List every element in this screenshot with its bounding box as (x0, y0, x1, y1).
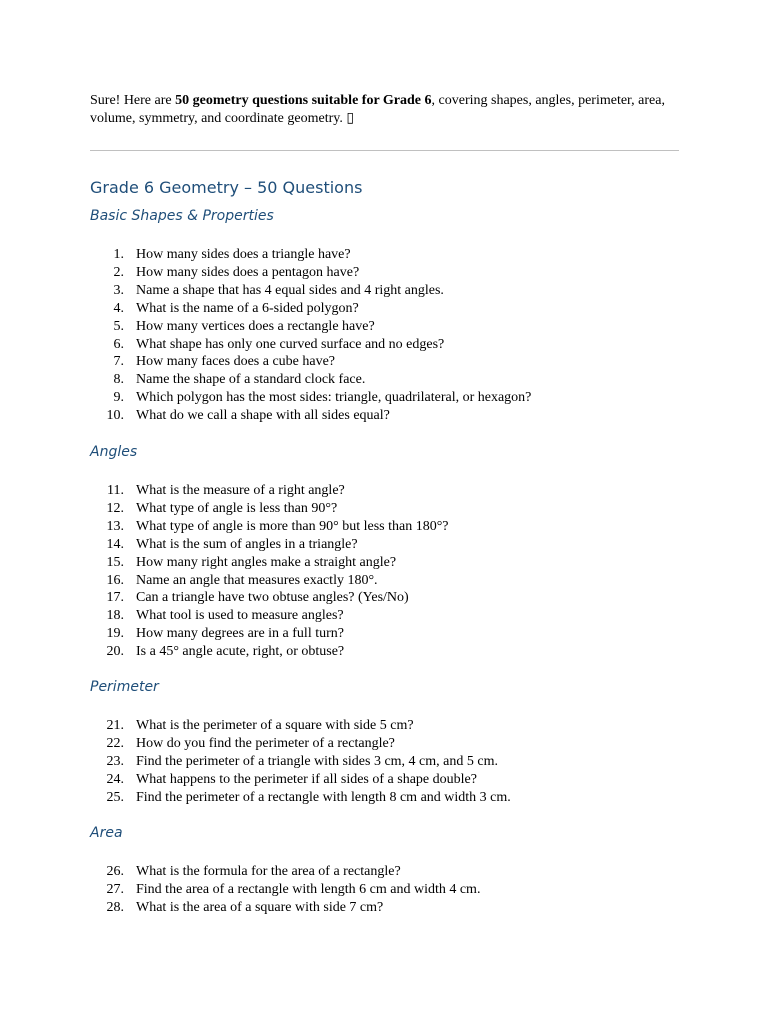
question-number: 14. (106, 536, 124, 552)
list-item (90, 625, 449, 643)
question-number: 1. (113, 247, 124, 262)
list-item (90, 554, 449, 572)
horizontal-divider (90, 150, 679, 151)
question-number: 20. (106, 644, 124, 660)
question-text: Is a 45° angle acute, right, or obtuse? (136, 644, 345, 660)
section-heading-area: Area (90, 825, 123, 841)
question-text: What is the sum of angles in a triangle? (136, 536, 358, 552)
question-number: 8. (113, 372, 124, 388)
list-item (90, 717, 511, 735)
question-text: What is the perimeter of a square with side 5 cm? (136, 718, 414, 733)
list-item (90, 899, 480, 917)
question-text: Find the perimeter of a triangle with sides 3 cm, 4 cm, and 5 cm. (136, 753, 498, 769)
intro-paragraph (90, 92, 680, 128)
list-item (90, 771, 511, 789)
list-item (90, 264, 531, 282)
section-heading-angles: Angles (90, 444, 138, 460)
intro-prefix: Sure! Here are (90, 93, 176, 108)
question-text: What is the area of a square with side 7 cm? (136, 899, 384, 915)
question-number: 21. (106, 718, 124, 733)
list-item (90, 789, 511, 807)
question-number: 23. (106, 753, 124, 769)
question-text: What type of angle is more than 90° but less than 180°? (136, 518, 449, 534)
list-item (90, 353, 531, 371)
question-text: Name an angle that measures exactly 180°. (136, 572, 378, 588)
question-number: 17. (106, 590, 124, 606)
section-heading-perimeter: Perimeter (90, 679, 159, 695)
list-item (90, 318, 531, 336)
question-text: Find the perimeter of a rectangle with length 8 cm and width 3 cm. (136, 789, 511, 805)
question-number: 22. (106, 735, 124, 751)
question-text: What tool is used to measure angles? (136, 608, 344, 624)
list-item (90, 753, 511, 771)
question-text: How many vertices does a rectangle have? (136, 318, 375, 334)
list-item (90, 863, 480, 881)
question-number: 6. (113, 336, 124, 352)
question-list-angles (90, 482, 449, 661)
list-item (90, 572, 449, 590)
question-number: 4. (113, 300, 124, 316)
list-item (90, 881, 480, 899)
question-number: 24. (106, 771, 124, 787)
question-text: What is the formula for the area of a rectangle? (136, 864, 401, 879)
intro-bold: 50 geometry questions suitable for Grade 6 (175, 93, 432, 108)
question-text: How do you find the perimeter of a rectangle? (136, 735, 395, 751)
question-text: What happens to the perimeter if all sides of a shape double? (136, 771, 477, 787)
question-text: Can a triangle have two obtuse angles? (Yes/No) (136, 590, 409, 606)
question-text: Which polygon has the most sides: triangle, quadrilateral, or hexagon? (136, 390, 532, 406)
question-number: 19. (106, 626, 124, 642)
list-item (90, 607, 449, 625)
list-item (90, 246, 531, 264)
list-item (90, 336, 531, 354)
question-number: 28. (106, 899, 124, 915)
question-number: 3. (113, 282, 124, 298)
question-number: 5. (113, 318, 124, 334)
question-text: How many right angles make a straight angle? (136, 554, 397, 570)
list-item (90, 482, 449, 500)
question-number: 13. (106, 518, 124, 534)
list-item (90, 735, 511, 753)
question-number: 25. (106, 789, 124, 805)
question-text: How many sides does a pentagon have? (136, 264, 360, 280)
question-list-area (90, 863, 480, 917)
question-number: 15. (106, 554, 124, 570)
question-text: What is the measure of a right angle? (136, 483, 345, 498)
question-number: 7. (113, 354, 124, 370)
list-item (90, 536, 449, 554)
question-text: Name a shape that has 4 equal sides and 4 right angles. (136, 282, 444, 298)
question-number: 10. (106, 408, 124, 424)
page-title: Grade 6 Geometry – 50 Questions (90, 178, 363, 197)
list-item (90, 643, 449, 661)
question-list-basic-shapes (90, 246, 531, 425)
question-text: How many degrees are in a full turn? (136, 626, 344, 642)
question-number: 9. (113, 390, 124, 406)
question-list-perimeter (90, 717, 511, 807)
question-number: 11. (107, 483, 124, 498)
question-number: 16. (106, 572, 124, 588)
list-item (90, 389, 531, 407)
question-text: What shape has only one curved surface and no edges? (136, 336, 445, 352)
list-item (90, 371, 531, 389)
question-text: How many sides does a triangle have? (136, 247, 351, 262)
emoji-placeholder-icon: ▯ (346, 111, 355, 126)
question-number: 18. (106, 608, 124, 624)
list-item (90, 300, 531, 318)
question-text: How many faces does a cube have? (136, 354, 336, 370)
question-number: 12. (106, 500, 124, 516)
list-item (90, 500, 449, 518)
question-number: 2. (113, 264, 124, 280)
question-text: What is the name of a 6-sided polygon? (136, 300, 359, 316)
question-text: Find the area of a rectangle with length 6 cm and width 4 cm. (136, 881, 481, 897)
question-text: What type of angle is less than 90°? (136, 500, 338, 516)
question-text: What do we call a shape with all sides equal? (136, 408, 390, 424)
list-item (90, 589, 449, 607)
question-text: Name the shape of a standard clock face. (136, 372, 366, 388)
list-item (90, 518, 449, 536)
question-number: 27. (106, 881, 124, 897)
intro-suffix: , covering shapes, angles, perimeter, area, volume, symmetry, and coordinate geometry. (90, 93, 665, 126)
section-heading-basic-shapes: Basic Shapes & Properties (90, 208, 274, 224)
list-item (90, 282, 531, 300)
question-number: 26. (106, 864, 124, 879)
list-item (90, 407, 531, 425)
